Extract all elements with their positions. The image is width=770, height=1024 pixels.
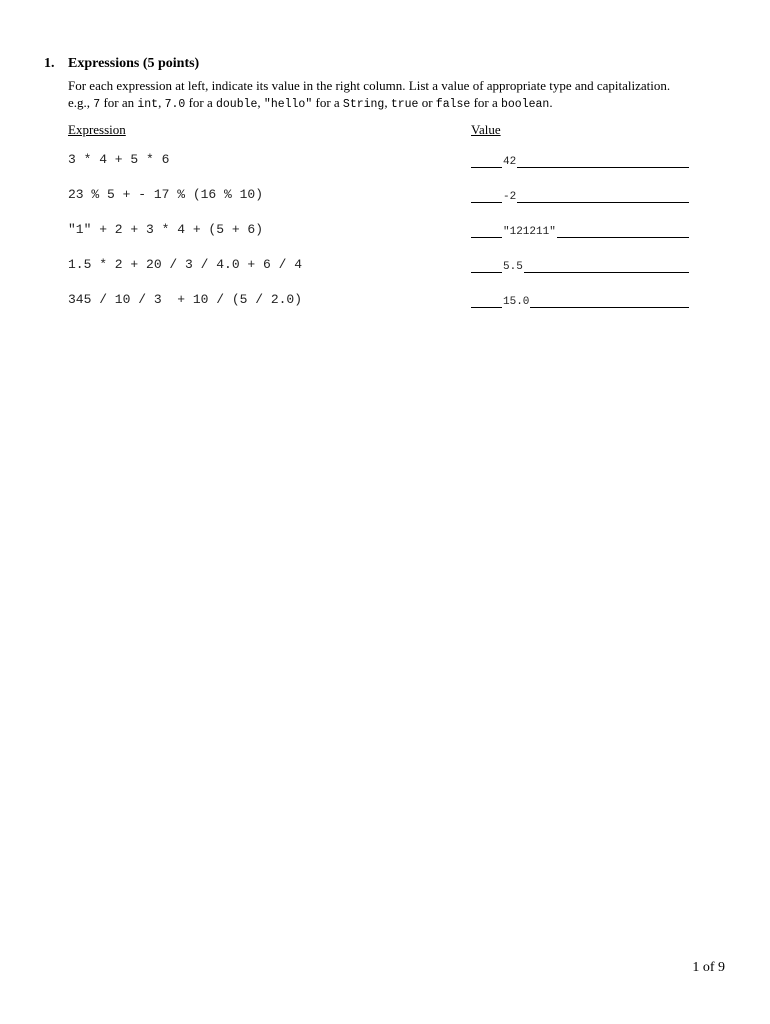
- example-int-value: 7: [93, 98, 101, 111]
- type-int: int: [137, 98, 159, 111]
- question-number: 1.: [44, 56, 55, 71]
- expression-row: [0, 152, 770, 172]
- answer-blank[interactable]: [471, 259, 689, 275]
- instruction-text: e.g.,: [68, 95, 94, 110]
- instruction-text: for a: [470, 95, 501, 110]
- expression-text: 345 / 10 / 3 + 10 / (5 / 2.0): [68, 292, 303, 307]
- instruction-line-2: [68, 95, 553, 111]
- question-title: Expressions (5 points): [68, 56, 200, 71]
- instruction-text: ,: [158, 95, 165, 110]
- instruction-text: for an: [100, 95, 138, 110]
- expression-text: 23 % 5 + - 17 % (16 % 10): [68, 187, 264, 202]
- type-string: String: [342, 98, 385, 111]
- instruction-text: .: [549, 95, 553, 110]
- example-true-value: true: [390, 98, 419, 111]
- answer-value: 15.0: [503, 296, 530, 308]
- example-false-value: false: [435, 98, 471, 111]
- answer-value: 5.5: [503, 261, 523, 273]
- instruction-text: ,: [257, 95, 264, 110]
- example-string-value: "hello": [263, 98, 313, 111]
- instruction-text: or: [418, 95, 436, 110]
- example-double-value: 7.0: [164, 98, 186, 111]
- expression-text: "1" + 2 + 3 * 4 + (5 + 6): [68, 222, 264, 237]
- answer-value: 42: [503, 156, 517, 168]
- answer-value: -2: [503, 191, 517, 203]
- instruction-text: for a: [312, 95, 343, 110]
- answer-blank[interactable]: [471, 224, 689, 240]
- answer-blank[interactable]: [471, 294, 689, 310]
- instruction-text: for a: [185, 95, 216, 110]
- answer-value: "121211": [503, 226, 556, 238]
- expression-row: [0, 222, 770, 242]
- answer-blank[interactable]: [471, 154, 689, 170]
- expression-row: [0, 257, 770, 277]
- instruction-line-1: For each expression at left, indicate its value in the right column. List a value of appropriate type and capitalization.: [68, 78, 671, 93]
- expression-text: 1.5 * 2 + 20 / 3 / 4.0 + 6 / 4: [68, 257, 303, 272]
- expression-text: 3 * 4 + 5 * 6: [68, 152, 170, 167]
- expression-row: [0, 187, 770, 207]
- page-number: 1 of 9: [692, 960, 725, 975]
- instruction-text: ,: [384, 95, 391, 110]
- type-double: double: [216, 98, 258, 111]
- type-boolean: boolean: [501, 98, 550, 111]
- value-column-header: Value: [471, 122, 501, 137]
- answer-blank[interactable]: [471, 189, 689, 205]
- expression-row: [0, 292, 770, 312]
- expression-column-header: Expression: [68, 122, 126, 137]
